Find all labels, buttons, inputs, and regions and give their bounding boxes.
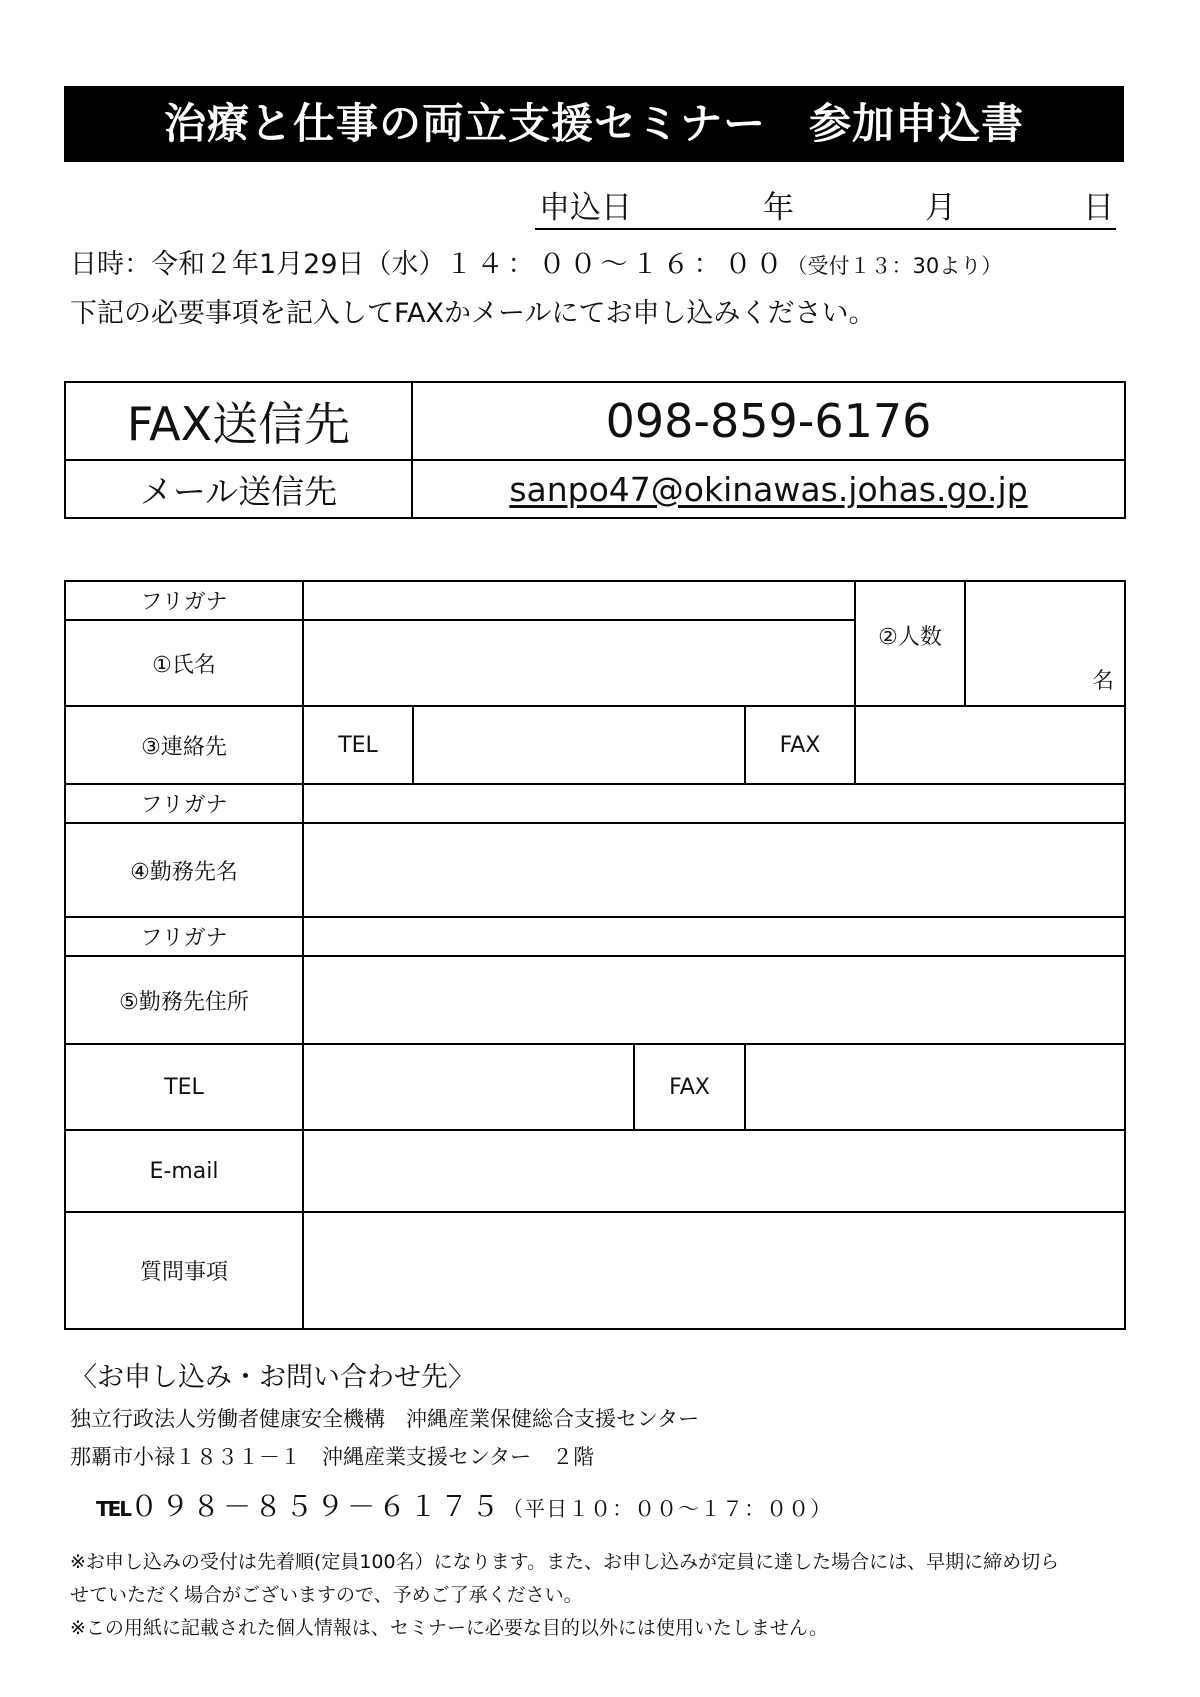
name-furigana-label: フリガナ	[65, 581, 303, 620]
count-label: ②人数	[855, 581, 965, 706]
application-form-table	[64, 580, 1126, 1330]
event-date: 日時：令和２年1月29日（水）	[70, 249, 446, 280]
contact-label: ③連絡先	[65, 706, 303, 784]
company-tel-input[interactable]	[303, 1044, 634, 1130]
company-name-input[interactable]	[303, 823, 1125, 917]
reception-time: （受付１３：30より）	[786, 254, 1003, 278]
event-datetime	[70, 242, 1002, 281]
fax-destination-number: 098-859-6176	[412, 382, 1125, 460]
company-address-input[interactable]	[303, 956, 1125, 1044]
mail-destination-address[interactable]: sanpo47@okinawas.johas.go.jp	[509, 469, 1028, 509]
contact-tel-label: TEL	[303, 706, 413, 784]
company-address-label: ⑤勤務先住所	[65, 956, 303, 1044]
tel-number: ０９８－８５９－６１７５	[130, 1490, 503, 1523]
note-line-2: せていただく場合がございますので、予めご了承ください。	[70, 1584, 583, 1606]
count-input[interactable]	[965, 581, 1125, 706]
note-line-1: ※お申し込みの受付は先着順(定員100名）になります。また、お申し込みが定員に達した場合には、早期に締め切ら	[70, 1551, 1060, 1573]
tel-prefix: TEL	[96, 1497, 131, 1521]
company-fax-input[interactable]	[745, 1044, 1125, 1130]
email-label: E-mail	[65, 1130, 303, 1212]
footer-heading: 〈お申し込み・お問い合わせ先〉	[70, 1362, 475, 1393]
fax-destination-label: FAX送信先	[65, 382, 412, 460]
year-label: 年	[763, 190, 794, 226]
month-label: 月	[925, 190, 956, 226]
company-furigana-label: フリガナ	[65, 784, 303, 823]
address-furigana-input[interactable]	[303, 917, 1125, 956]
instruction-text: 下記の必要事項を記入してFAXかメールにてお申し込みください。	[70, 298, 876, 329]
mail-destination-label: メール送信先	[65, 460, 412, 518]
office-hours: （平日１０：００～１７：００）	[502, 1497, 833, 1521]
contact-tel-input[interactable]	[413, 706, 745, 784]
organization-address: 那覇市小禄１８３１－１ 沖縄産業支援センター ２階	[70, 1445, 595, 1469]
count-unit: 名	[1091, 669, 1114, 694]
name-label: ①氏名	[65, 620, 303, 706]
name-furigana-input[interactable]	[303, 581, 855, 620]
note-line-3: ※この用紙に記載された個人情報は、セミナーに必要な目的以外には使用いたしません。	[70, 1617, 829, 1639]
address-furigana-label: フリガナ	[65, 917, 303, 956]
contact-fax-label: FAX	[745, 706, 855, 784]
company-name-label: ④勤務先名	[65, 823, 303, 917]
application-date-line	[535, 188, 1116, 230]
contact-fax-input[interactable]	[855, 706, 1125, 784]
company-tel-label: TEL	[65, 1044, 303, 1130]
organization-phone	[96, 1485, 832, 1525]
email-input[interactable]	[303, 1130, 1125, 1212]
form-title: 治療と仕事の両立支援セミナー 参加申込書	[64, 86, 1124, 162]
questions-input[interactable]	[303, 1212, 1125, 1329]
application-date-label: 申込日	[539, 190, 632, 226]
mail-destination-cell	[412, 460, 1125, 518]
event-time: １４：００～１６：００	[445, 249, 787, 280]
name-input[interactable]	[303, 620, 855, 706]
company-fax-label: FAX	[634, 1044, 745, 1130]
contact-table	[64, 381, 1126, 519]
questions-label: 質問事項	[65, 1212, 303, 1329]
company-furigana-input[interactable]	[303, 784, 1125, 823]
organization-name: 独立行政法人労働者健康安全機構 沖縄産業保健総合支援センター	[70, 1407, 700, 1431]
day-label: 日	[1083, 190, 1114, 226]
